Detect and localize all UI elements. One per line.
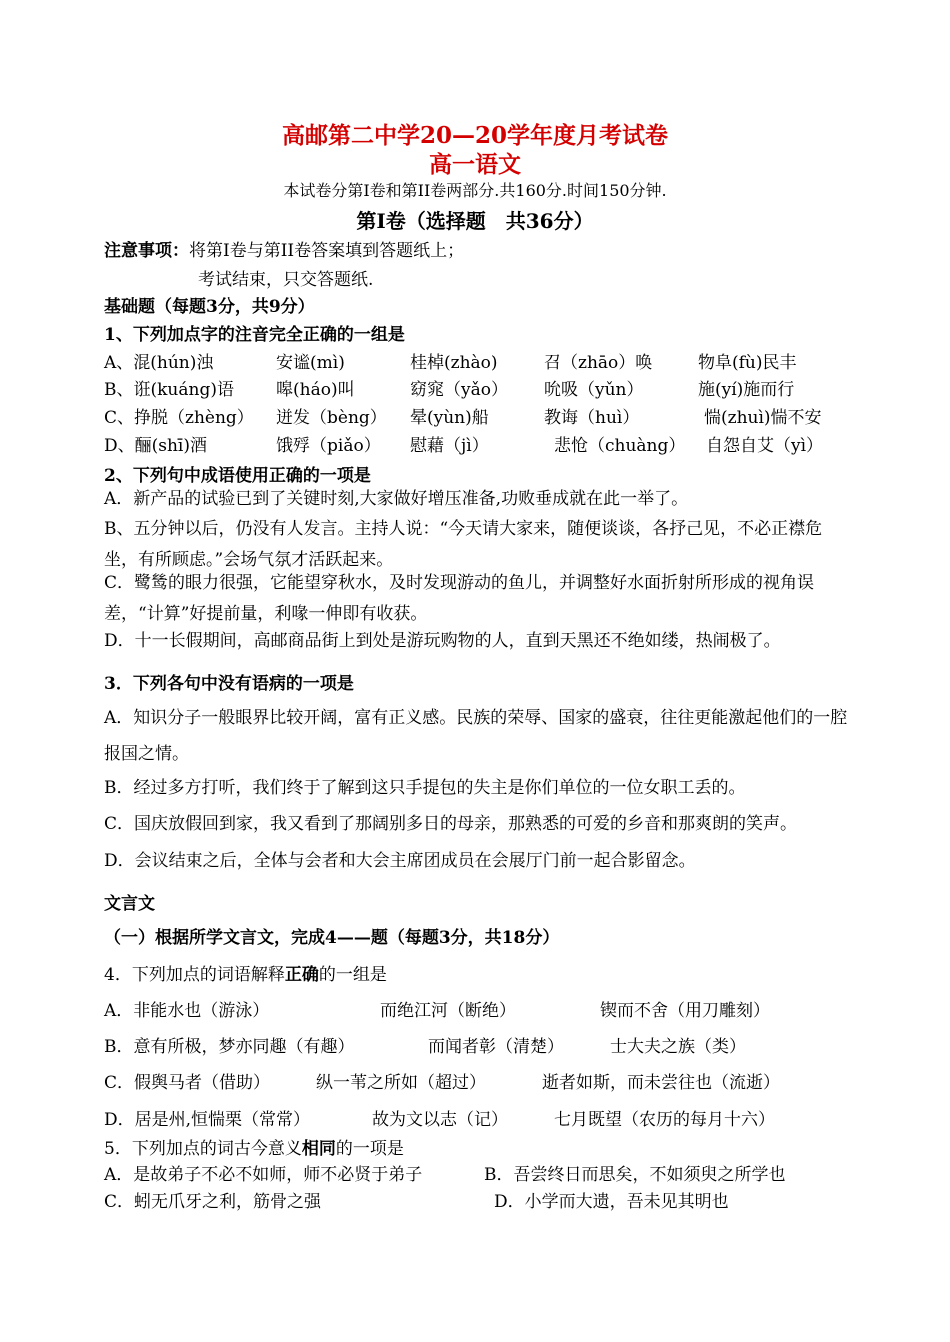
option-item: C．蚓无爪牙之利，筋骨之强 (104, 1192, 322, 1212)
section-basic-heading: 基础题（每题3分，共9分） (104, 297, 315, 317)
question-5-row-cd (104, 1187, 864, 1213)
notice-label: 注意事项： (104, 241, 189, 261)
question-4-stem (104, 960, 387, 985)
option-item: 惴(zhuì)惴不安 (704, 408, 822, 428)
question-1-option-d (104, 431, 864, 457)
option-item: 桂棹(zhào) (410, 353, 498, 373)
question-4-option-c (104, 1068, 864, 1094)
option-item: A．是故弟子不必不如师，师不必贤于弟子 (104, 1165, 423, 1185)
option-item: 召（zhāo）唤 (544, 353, 653, 373)
subject-title: 高一语文 (429, 151, 521, 178)
option-item: 迸发（bèng） (276, 408, 387, 428)
option-item: 锲而不舍（用刀雕刻） (600, 1001, 770, 1021)
question-1-option-b (104, 375, 864, 401)
question-3-option-a: A．知识分子一般眼界比较开阔，富有正义感。民族的荣辱、国家的盛衰，往往更能激起他们的一腔报国之情。 (104, 708, 848, 764)
option-item: B．吾尝终日而思矣，不如须臾之所学也 (484, 1165, 786, 1185)
question-2-option-a: A．新产品的试验已到了关键时刻,大家做好增压准备,功败垂成就在此一举了。 (104, 489, 689, 509)
option-item: 士大夫之族（类） (610, 1037, 746, 1057)
question-3-stem: 3．下列各句中没有语病的一项是 (104, 674, 354, 694)
question-5-row-ab (104, 1160, 864, 1186)
option-item: 慰藉（jì） (410, 436, 489, 456)
option-item: 纵一苇之所如（超过） (316, 1073, 486, 1093)
question-1-option-c (104, 403, 864, 429)
option-item: 逝者如斯，而未尝往也（流逝） (542, 1073, 780, 1093)
option-item: 悲怆（chuàng） (554, 436, 686, 456)
notice-line-1 (104, 236, 464, 261)
option-item: 而绝江河（断绝） (380, 1001, 516, 1021)
option-item: 嗥(háo)叫 (276, 380, 355, 400)
stem-text: 4．下列加点的词语解释 (104, 965, 285, 985)
question-4-option-a (104, 996, 864, 1022)
notice-line-2: 考试结束，只交答题纸. (198, 270, 374, 290)
option-item: 教诲（huì） (544, 408, 640, 428)
question-4-option-b (104, 1032, 864, 1058)
part-one-title: 第I卷（选择题 共36分） (356, 209, 594, 233)
question-3-option-c: C．国庆放假回到家，我又看到了那阔别多日的母亲，那熟悉的可爱的乡音和那爽朗的笑声。 (104, 814, 798, 834)
option-item: 窈窕（yǎo） (410, 380, 508, 400)
option-item: 七月既望（农历的每月十六） (554, 1110, 775, 1130)
option-item: 自怨自艾（yì） (706, 436, 824, 456)
option-item: D．小学而大遗，吾未见其明也 (494, 1192, 729, 1212)
exam-title: 高邮第二中学20—20学年度月考试卷 (281, 122, 668, 149)
option-item: 物阜(fù)民丰 (698, 353, 797, 373)
option-item: 安谧(mì) (276, 353, 345, 373)
option-item: A、混(hún)浊 (104, 353, 214, 373)
option-item: A．非能水也（游泳） (104, 1001, 270, 1021)
stem-text: 的一项是 (335, 1139, 404, 1159)
question-2-stem: 2、下列句中成语使用正确的一项是 (104, 466, 371, 486)
question-1-stem: 1、下列加点字的注音完全正确的一组是 (104, 325, 405, 345)
question-5-stem (104, 1134, 404, 1159)
stem-text: 的一组是 (318, 965, 387, 985)
question-3-option-b: B．经过多方打听，我们终于了解到这只手提包的失主是你们单位的一位女职工丢的。 (104, 778, 746, 798)
option-item: 晕(yùn)船 (410, 408, 489, 428)
question-3-option-d: D．会议结束之后，全体与会者和大会主席团成员在会展厅门前一起合影留念。 (104, 851, 696, 871)
option-item: D．居是州,恒惴栗（常常） (104, 1110, 311, 1130)
option-item: 施(yí)施而行 (698, 380, 795, 400)
question-2-option-b: B、五分钟以后，仍没有人发言。主持人说：“今天请大家来，随便谈谈，各抒己见，不必正襟危坐，有所顾虑。”会场气氛才活跃起来。 (104, 519, 823, 570)
stem-emphasis: 正确 (284, 965, 319, 985)
option-item: 而闻者彰（清楚） (428, 1037, 564, 1057)
option-item: C、挣脱（zhèng） (104, 408, 254, 428)
option-item: 故为文以志（记） (372, 1110, 508, 1130)
question-2-option-d: D．十一长假期间，高邮商品街上到处是游玩购物的人，直到天黑还不绝如缕，热闹极了。 (104, 631, 781, 651)
question-1-option-a (104, 348, 864, 374)
question-4-option-d (104, 1105, 864, 1131)
option-item: 吮吸（yǔn） (544, 380, 644, 400)
section-classical-heading: 文言文 (104, 894, 155, 914)
option-item: D、酾(shī)酒 (104, 436, 208, 456)
option-item: 饿殍（piǎo） (276, 436, 381, 456)
section-classical-sub: （一）根据所学文言文，完成4——题（每题3分，共18分） (104, 928, 560, 948)
stem-text: 5．下列加点的词古今意义 (104, 1139, 302, 1159)
option-item: B．意有所极，梦亦同趣（有趣） (104, 1037, 355, 1057)
stem-emphasis: 相同 (301, 1139, 336, 1159)
notice-text-1: 将第I卷与第II卷答案填到答题纸上； (189, 241, 465, 261)
question-2-option-c: C．鹭鸶的眼力很强，它能望穿秋水，及时发现游动的鱼儿，并调整好水面折射所形成的视角误差，“计算”好提前量，利喙一伸即有收获。 (104, 573, 815, 624)
option-item: C．假舆马者（借助） (104, 1073, 271, 1093)
option-item: B、诳(kuáng)语 (104, 380, 234, 400)
exam-info: 本试卷分第I卷和第II卷两部分.共160分.时间150分钟. (283, 181, 667, 200)
